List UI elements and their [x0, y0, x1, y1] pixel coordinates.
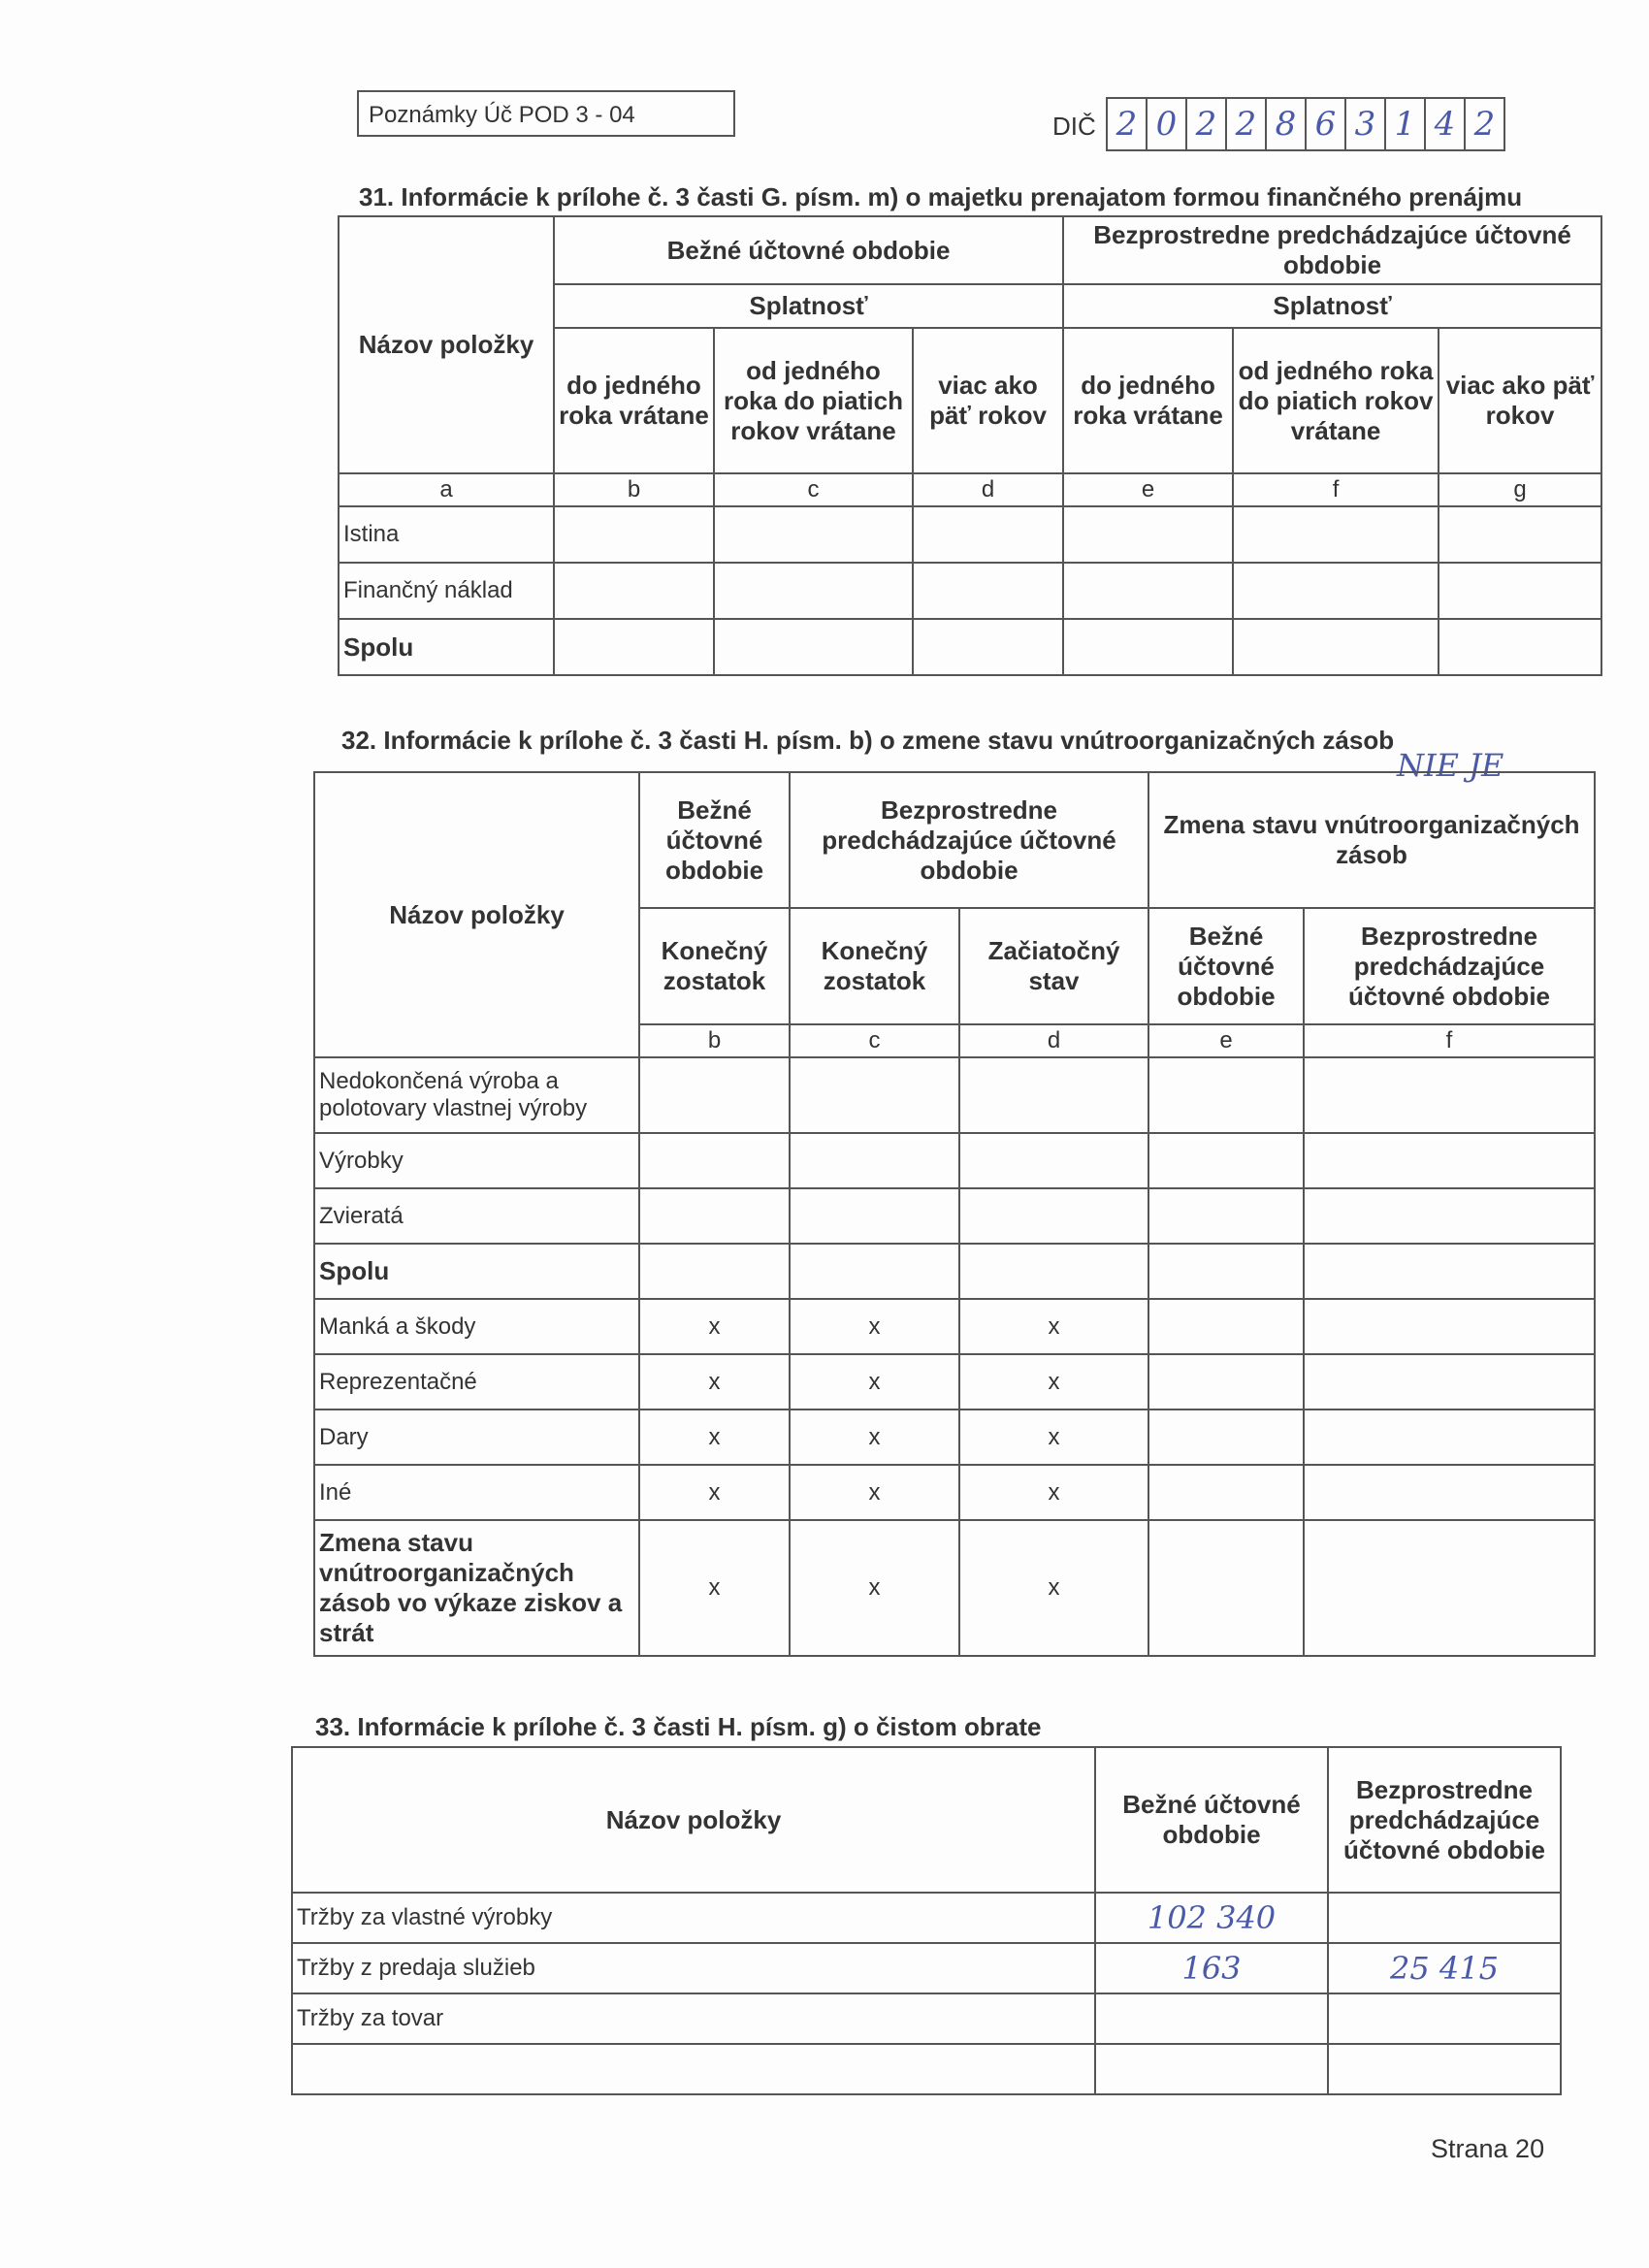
dic-digit: 3 [1346, 99, 1386, 149]
cell [1233, 619, 1439, 675]
column-subheader: do jedného roka vrátane [1063, 328, 1233, 473]
column-letter: c [790, 1024, 959, 1057]
value-previous: 25 415 [1328, 1943, 1561, 1993]
column-header-previous: Bezprostredne predchádzajúce účtovné obdobie [1328, 1747, 1561, 1893]
row-label: Tržby za vlastné výrobky [292, 1893, 1095, 1943]
x-mark: x [959, 1354, 1148, 1409]
cell [639, 1244, 790, 1299]
cell [1148, 1057, 1304, 1133]
value-previous [1328, 1893, 1561, 1943]
cell [1148, 1354, 1304, 1409]
cell [1439, 563, 1601, 619]
x-mark: x [790, 1520, 959, 1656]
column-letter: c [714, 473, 913, 506]
cell [1233, 506, 1439, 563]
column-subheader: od jedného roka do piatich rokov vrátane [1233, 328, 1439, 473]
cell [790, 1057, 959, 1133]
cell [959, 1244, 1148, 1299]
row-label: Spolu [339, 619, 554, 675]
cell [1148, 1465, 1304, 1520]
cell [1439, 619, 1601, 675]
column-letter: b [554, 473, 714, 506]
column-header-current: Bežné účtovné obdobie [639, 772, 790, 908]
column-letter: b [639, 1024, 790, 1057]
value-current: 163 [1095, 1943, 1328, 1993]
cell [1304, 1188, 1595, 1244]
cell [790, 1188, 959, 1244]
x-mark: x [959, 1299, 1148, 1354]
column-header-current: Bežné účtovné obdobie [554, 216, 1063, 284]
column-subheader: Začiatočný stav [959, 908, 1148, 1024]
column-subheader: Bezprostredne predchádzajúce účtovné obdobie [1304, 908, 1595, 1024]
cell [959, 1057, 1148, 1133]
x-mark: x [639, 1354, 790, 1409]
column-letter: e [1148, 1024, 1304, 1057]
column-subheader: viac ako päť rokov [913, 328, 1063, 473]
cell [1148, 1244, 1304, 1299]
x-mark: x [790, 1299, 959, 1354]
cell [790, 1244, 959, 1299]
form-id: Poznámky Úč POD 3 - 04 [357, 90, 735, 137]
column-subheader: viac ako päť rokov [1439, 328, 1601, 473]
column-header-previous: Bezprostredne predchádzajúce účtovné obdobie [790, 772, 1148, 908]
cell [639, 1188, 790, 1244]
cell [714, 619, 913, 675]
row-label: Zmena stavu vnútroorganizačných zásob vo výkaze ziskov a strát [314, 1520, 639, 1656]
column-letter: g [1439, 473, 1601, 506]
dic-digit: 8 [1267, 99, 1307, 149]
cell [790, 1133, 959, 1188]
table-31 [338, 215, 1602, 676]
cell [1304, 1133, 1595, 1188]
x-mark: x [639, 1409, 790, 1465]
maturity-header: Splatnosť [1063, 284, 1601, 328]
handwritten-note: NIE JE [1397, 747, 1504, 784]
x-mark: x [639, 1520, 790, 1656]
section-31-title: 31. Informácie k prílohe č. 3 časti G. písm. m) o majetku prenajatom formou finančného prenájmu [359, 182, 1523, 211]
row-label: Výrobky [314, 1133, 639, 1188]
column-header-previous: Bezprostredne predchádzajúce účtovné obdobie [1063, 216, 1601, 284]
cell [1304, 1409, 1595, 1465]
row-label: Reprezentačné [314, 1354, 639, 1409]
row-label: Zvieratá [314, 1188, 639, 1244]
column-subheader: Konečný zostatok [790, 908, 959, 1024]
row-label: Nedokončená výroba a polotovary vlastnej výroby [314, 1057, 639, 1133]
cell [1148, 1133, 1304, 1188]
cell [714, 563, 913, 619]
cell [639, 1133, 790, 1188]
dic-digit: 6 [1307, 99, 1346, 149]
column-subheader: od jedného roka do piatich rokov vrátane [714, 328, 913, 473]
dic-digit: 2 [1187, 99, 1227, 149]
column-header-name: Názov položky [292, 1747, 1095, 1893]
x-mark: x [639, 1299, 790, 1354]
column-letter: f [1304, 1024, 1595, 1057]
cell [554, 619, 714, 675]
row-label: Dary [314, 1409, 639, 1465]
x-mark: x [790, 1354, 959, 1409]
column-subheader: do jedného roka vrátane [554, 328, 714, 473]
column-letter: d [959, 1024, 1148, 1057]
dic-digit: 2 [1108, 99, 1148, 149]
cell [1148, 1299, 1304, 1354]
column-subheader: Bežné účtovné obdobie [1148, 908, 1304, 1024]
cell [1095, 2044, 1328, 2094]
cell [1304, 1520, 1595, 1656]
cell [1063, 506, 1233, 563]
column-letter: f [1233, 473, 1439, 506]
cell [1304, 1299, 1595, 1354]
cell [1148, 1188, 1304, 1244]
dic-boxes [1106, 97, 1505, 151]
dic-label: DIČ [1052, 112, 1096, 141]
column-letter: d [913, 473, 1063, 506]
cell [292, 2044, 1095, 2094]
table-32 [313, 771, 1596, 1657]
cell [1063, 619, 1233, 675]
dic-digit: 1 [1386, 99, 1426, 149]
maturity-header: Splatnosť [554, 284, 1063, 328]
x-mark: x [959, 1520, 1148, 1656]
x-mark: x [790, 1465, 959, 1520]
cell [913, 563, 1063, 619]
cell [714, 506, 913, 563]
section-33-title: 33. Informácie k prílohe č. 3 časti H. písm. g) o čistom obrate [315, 1712, 1042, 1741]
row-label: Spolu [314, 1244, 639, 1299]
cell [1148, 1520, 1304, 1656]
row-label: Tržby z predaja služieb [292, 1943, 1095, 1993]
column-subheader: Konečný zostatok [639, 908, 790, 1024]
cell [1063, 563, 1233, 619]
x-mark: x [639, 1465, 790, 1520]
dic-digit: 0 [1148, 99, 1187, 149]
cell [1233, 563, 1439, 619]
x-mark: x [959, 1465, 1148, 1520]
dic-digit: 4 [1426, 99, 1466, 149]
cell [959, 1133, 1148, 1188]
row-label: Finančný náklad [339, 563, 554, 619]
column-header-change: Zmena stavu vnútroorganizačných zásob [1148, 772, 1595, 908]
cell [1304, 1354, 1595, 1409]
x-mark: x [959, 1409, 1148, 1465]
value-current [1095, 1993, 1328, 2044]
table-33 [291, 1746, 1562, 2095]
cell [1328, 2044, 1561, 2094]
column-letter: a [339, 473, 554, 506]
cell [959, 1188, 1148, 1244]
cell [554, 563, 714, 619]
cell [1304, 1465, 1595, 1520]
page-number: Strana 20 [1431, 2134, 1545, 2163]
cell [1439, 506, 1601, 563]
column-header-name: Názov položky [314, 772, 639, 1057]
cell [913, 506, 1063, 563]
cell [1148, 1409, 1304, 1465]
cell [1304, 1244, 1595, 1299]
value-previous [1328, 1993, 1561, 2044]
row-label: Manká a škody [314, 1299, 639, 1354]
dic-digit: 2 [1227, 99, 1267, 149]
value-current: 102 340 [1095, 1893, 1328, 1943]
column-header-current: Bežné účtovné obdobie [1095, 1747, 1328, 1893]
column-header-name: Názov položky [339, 216, 554, 473]
cell [1304, 1057, 1595, 1133]
section-32-title: 32. Informácie k prílohe č. 3 časti H. písm. b) o zmene stavu vnútroorganizačných zásob [341, 726, 1395, 755]
row-label: Istina [339, 506, 554, 563]
x-mark: x [790, 1409, 959, 1465]
column-letter: e [1063, 473, 1233, 506]
cell [639, 1057, 790, 1133]
cell [913, 619, 1063, 675]
row-label: Iné [314, 1465, 639, 1520]
row-label: Tržby za tovar [292, 1993, 1095, 2044]
dic-digit: 2 [1473, 105, 1496, 144]
cell [554, 506, 714, 563]
